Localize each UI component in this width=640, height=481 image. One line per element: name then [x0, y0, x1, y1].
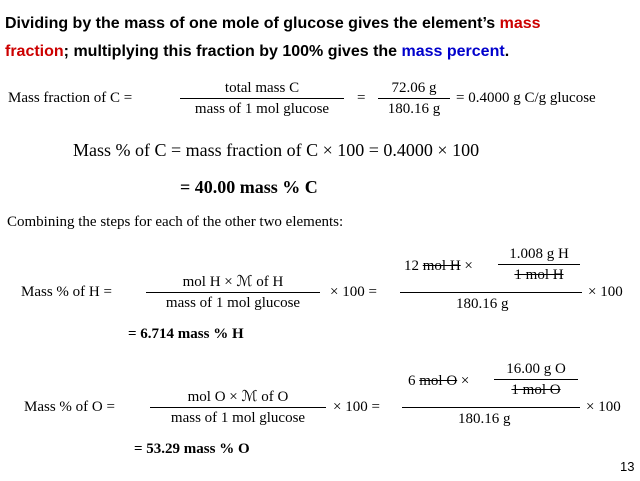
page-number: 13: [620, 459, 635, 474]
fraction-bar: [146, 292, 320, 293]
carbon-fraction-result: = 0.4000 g C/g glucose: [456, 90, 596, 106]
carbon-fraction-2: [378, 80, 450, 118]
oxygen-denominator: mass of 1 mol glucose: [170, 410, 306, 426]
fraction-bar: [180, 98, 344, 99]
carbon-label: Mass fraction of C =: [8, 90, 133, 106]
header-line-2: [5, 41, 509, 63]
carbon-fraction-1: [180, 80, 344, 118]
fraction-bar: [494, 379, 578, 380]
oxygen-times-100: × 100 =: [333, 399, 380, 415]
oxygen-times-100-2: × 100: [586, 399, 621, 415]
term-fraction: fraction: [5, 43, 64, 60]
carbon-equals: =: [357, 90, 366, 106]
hydrogen-calc-numerator: [404, 258, 473, 275]
carbon-frac2-numerator: 72.06 g: [391, 80, 437, 96]
oxygen-molar-mass-fraction: [494, 361, 578, 399]
oxygen-result: = 53.29 mass % O: [134, 441, 250, 457]
oxygen-fraction: [150, 387, 326, 427]
hydrogen-numerator: mol H × ℳ of H: [182, 274, 284, 290]
fraction-bar: [378, 98, 450, 99]
carbon-percent-line: Mass % of C = mass fraction of C × 100 = 0.4000 × 100: [73, 140, 480, 160]
hydrogen-mol-unit: mol H: [422, 258, 461, 274]
hydrogen-main-bar: [400, 292, 582, 293]
header-line-2-text: ; multiplying this fraction by 100% gives the: [63, 43, 402, 60]
oxygen-calc-numerator: [408, 373, 469, 390]
hydrogen-label: Mass % of H =: [21, 284, 112, 300]
oxygen-coefficient: 6: [408, 373, 416, 389]
oxygen-glucose-mass: [458, 411, 511, 428]
hydrogen-one-mol: 1 mol H: [514, 267, 564, 283]
hydrogen-molar-mass-fraction: [498, 246, 580, 284]
oxygen-numerator: mol O × ℳ of O: [187, 389, 289, 405]
hydrogen-times-100: × 100 =: [330, 284, 377, 300]
carbon-frac1-denominator: mass of 1 mol glucose: [194, 101, 330, 117]
oxygen-denominator-value: 180.16 g: [458, 411, 511, 427]
carbon-percent-result: = 40.00 mass % C: [180, 177, 318, 197]
oxygen-label: Mass % of O =: [24, 399, 115, 415]
oxygen-mol-unit: mol O: [419, 373, 458, 389]
oxygen-one-mol: 1 mol O: [511, 382, 561, 398]
term-mass-percent: mass percent: [401, 43, 505, 60]
hydrogen-glucose-mass: [456, 296, 509, 313]
carbon-frac1-numerator: total mass C: [224, 80, 300, 96]
oxygen-times-symbol: ×: [460, 373, 470, 389]
hydrogen-molar-mass: 1.008 g H: [509, 246, 569, 262]
hydrogen-result: = 6.714 mass % H: [128, 326, 244, 342]
hydrogen-coefficient: 12: [404, 258, 419, 274]
oxygen-molar-mass: 16.00 g O: [506, 361, 566, 377]
fraction-bar: [150, 407, 326, 408]
hydrogen-denominator: mass of 1 mol glucose: [165, 295, 301, 311]
hydrogen-fraction: [146, 272, 320, 312]
term-mass: mass: [499, 15, 541, 32]
fraction-bar: [498, 264, 580, 265]
header-line-2-end: .: [504, 43, 510, 60]
carbon-frac2-denominator: 180.16 g: [387, 101, 441, 117]
header-line-1-text: Dividing by the mass of one mole of glucose gives the element’s: [5, 15, 500, 32]
hydrogen-denominator-value: 180.16 g: [456, 296, 509, 312]
header-line-1: [5, 13, 541, 35]
oxygen-main-bar: [402, 407, 580, 408]
combining-text: Combining the steps for each of the other two elements:: [7, 214, 344, 230]
hydrogen-times-100-2: × 100: [588, 284, 623, 300]
hydrogen-times-symbol: ×: [464, 258, 473, 274]
